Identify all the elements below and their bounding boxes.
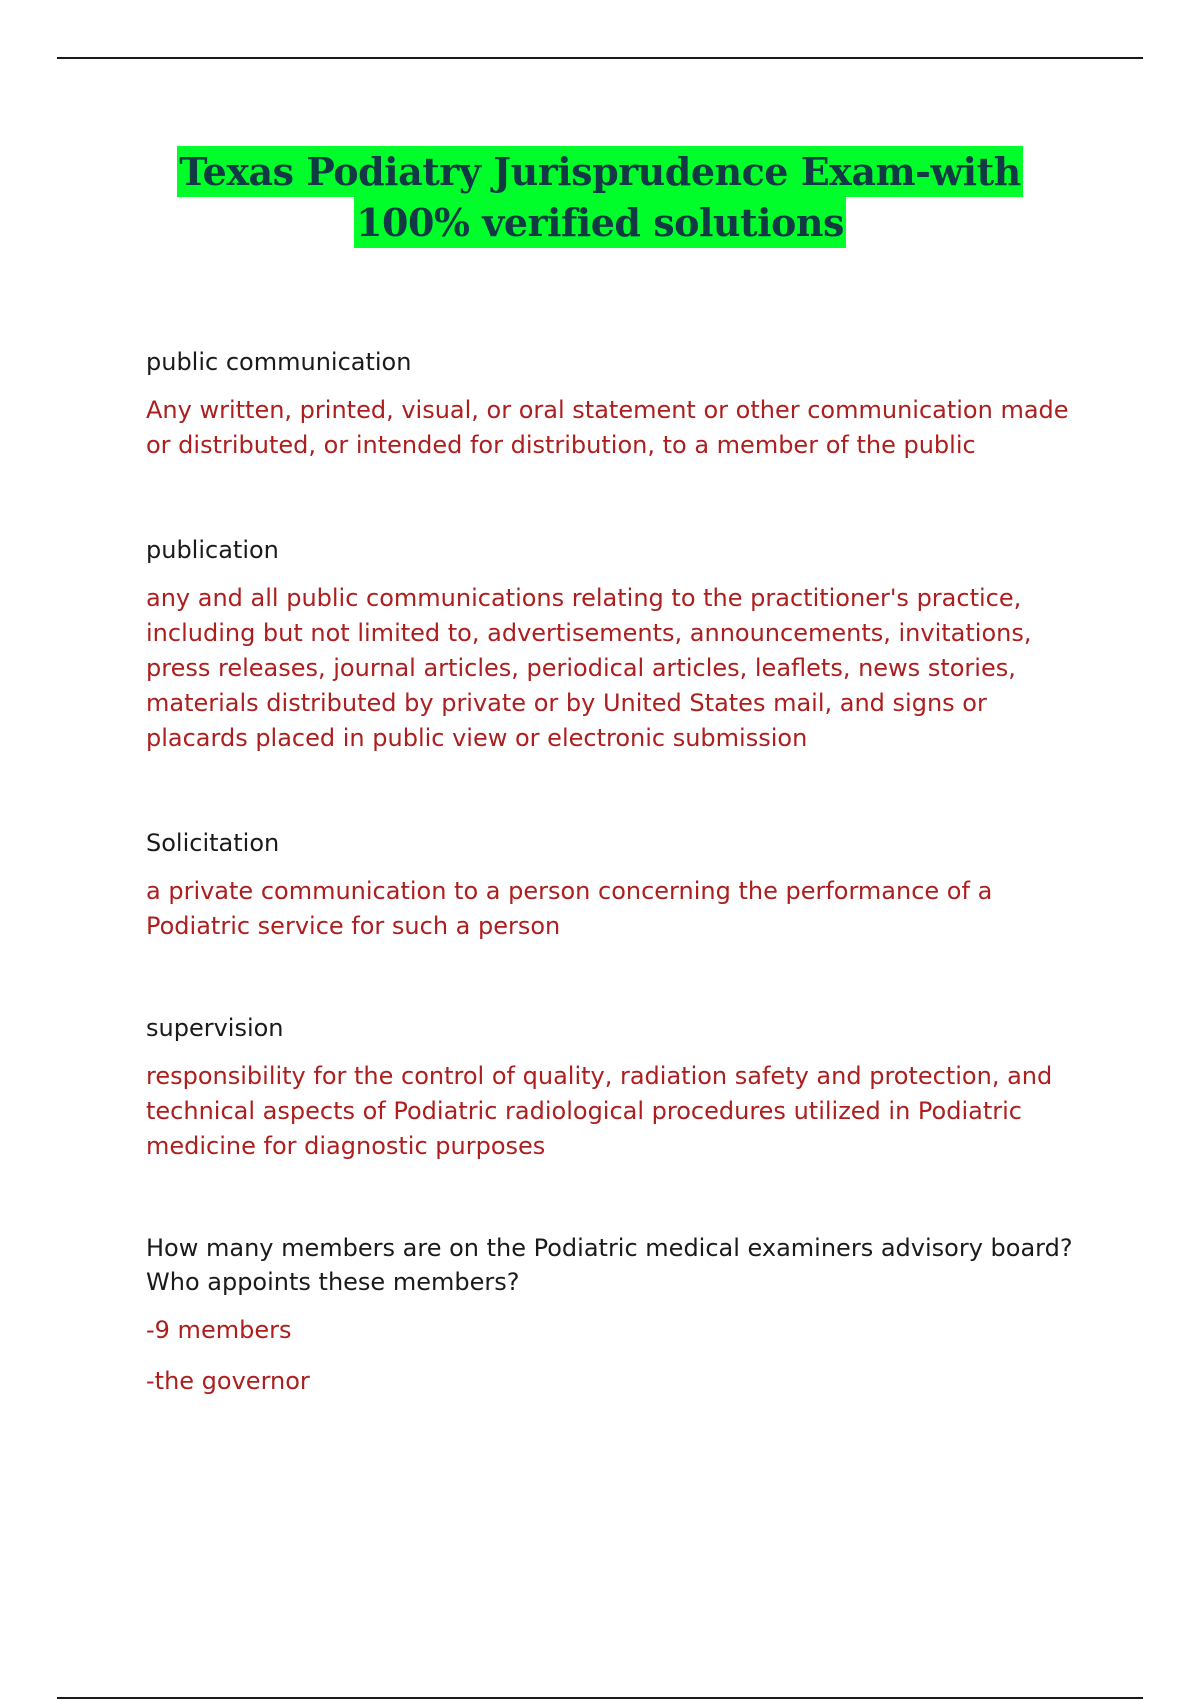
term: publication <box>146 536 279 564</box>
top-rule <box>57 57 1143 59</box>
flashcard-entry <box>146 533 1076 756</box>
flashcard-entry <box>146 345 1076 463</box>
definition: responsibility for the control of quality, radiation safety and protection, and technical aspects of Podiatric radiological procedures utilized in Podiatric medicine for diagnostic purposes <box>146 1062 1053 1160</box>
document-title <box>0 146 1200 248</box>
term: supervision <box>146 1014 284 1042</box>
title-line-2: 100% verified solutions <box>354 197 846 248</box>
title-line-1: Texas Podiatry Jurisprudence Exam-with <box>177 146 1023 197</box>
definition: -9 members <box>146 1316 292 1344</box>
flashcard-entry <box>146 1231 1076 1399</box>
definition: a private communication to a person concerning the performance of a Podiatric service for such a person <box>146 877 993 940</box>
bottom-rule <box>57 1697 1143 1699</box>
term: public communication <box>146 348 412 376</box>
term: Solicitation <box>146 829 280 857</box>
flashcard-list <box>146 345 1076 1467</box>
flashcard-entry <box>146 826 1076 944</box>
definition: Any written, printed, visual, or oral statement or other communication made or distributed, or intended for distribution, to a member of the public <box>146 396 1069 459</box>
definition: any and all public communications relating to the practitioner's practice, including but not limited to, advertisements, announcements, invitations, press releases, journal articles, periodical articles, leaflets, news stories, materials distributed by private or by United States mail, and signs or placards placed in public view or electronic submission <box>146 584 1032 752</box>
term: How many members are on the Podiatric medical examiners advisory board? Who appoints these members? <box>146 1234 1073 1296</box>
definition: -the governor <box>146 1367 310 1395</box>
flashcard-entry <box>146 1011 1076 1164</box>
